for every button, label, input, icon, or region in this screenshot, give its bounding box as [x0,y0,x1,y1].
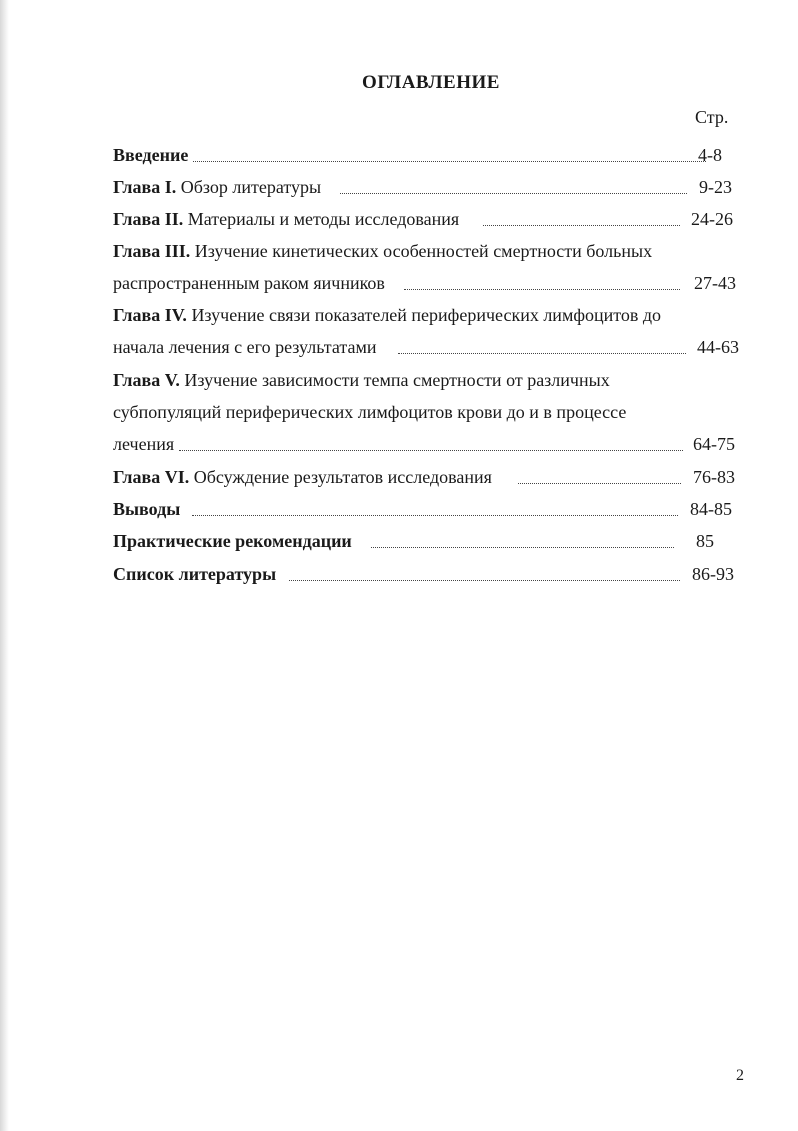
scan-edge-shadow [0,0,9,1131]
toc-entry-text: Глава V. Изучение зависимости темпа смертности от различных [113,370,610,390]
toc-leader-dots [371,547,674,548]
toc-entry-heading: Практические рекомендации [113,531,352,551]
toc-entry [113,237,743,265]
toc-entry [113,366,743,394]
toc-entry-continuation: распространенным раком яичников 27-43 [113,269,743,297]
toc-entry [113,527,743,555]
toc-entry [113,205,743,233]
toc-entry-heading: Глава IV. [113,305,187,325]
toc-entry-text: Глава VI. Обсуждение результатов исследования [113,467,492,487]
toc-entry [113,560,743,588]
page-number: 2 [736,1067,744,1084]
toc-entry-continuation: субпопуляций периферических лимфоцитов крови до и в процессе [113,402,627,422]
toc-entry-text: Глава II. Материалы и методы исследования [113,209,460,229]
toc-entry [113,301,743,329]
toc-entry [113,173,743,201]
toc-entry-heading: Глава VI. [113,467,190,487]
toc-entry-continuation: начала лечения с его результатами 44-63 [113,333,743,361]
toc-entry-text: Глава I. Обзор литературы [113,177,322,197]
page-column-label: Стр. [695,107,729,127]
toc-page-number: 84-85 [690,499,732,519]
toc-page-number: 27-43 [694,273,736,293]
toc-entry-text: Глава III. Изучение кинетических особенностей смертности больных [113,241,653,261]
page-title: ОГЛАВЛЕНИЕ [362,72,500,93]
toc-entry [113,495,743,523]
toc-page-number: 64-75 [693,434,735,454]
toc-entry [113,141,743,169]
toc-entry-heading: Глава II. [113,209,184,229]
toc-page-number: 24-26 [691,209,733,229]
toc-page-number: 86-93 [692,564,734,584]
toc-leader-dots [404,289,680,290]
toc-page-number: 9-23 [699,177,732,197]
toc-entry-text [113,141,188,169]
toc-leader-dots [398,353,686,354]
toc-leader-dots [518,483,681,484]
toc-entry-text: Глава IV. Изучение связи показателей периферических лимфоцитов до [113,305,662,325]
toc-page-number: 44-63 [697,337,739,357]
toc-entry-heading: Список литературы [113,564,277,584]
toc-entry-heading: Глава V. [113,370,180,390]
toc-entry-text [113,527,352,555]
toc-entry-text [113,495,180,523]
toc-leader-dots [193,161,706,162]
toc-entry [113,463,743,491]
toc-leader-dots [483,225,680,226]
toc-entry-heading: Глава I. [113,177,177,197]
toc-page-number: 4-8 [698,145,722,165]
toc-leader-dots [289,580,680,581]
toc-entry-heading: Введение [113,145,189,165]
toc-page-number: 76-83 [693,467,735,487]
toc-page-number: 85 [696,531,714,551]
toc-entry-text [113,560,276,588]
toc-entry-heading: Выводы [113,499,181,519]
toc-leader-dots [179,450,683,451]
toc-leader-dots [340,193,687,194]
toc-entry-continuation: лечения 64-75 [113,430,743,458]
toc-entry-heading: Глава III. [113,241,191,261]
toc-leader-dots [192,515,678,516]
